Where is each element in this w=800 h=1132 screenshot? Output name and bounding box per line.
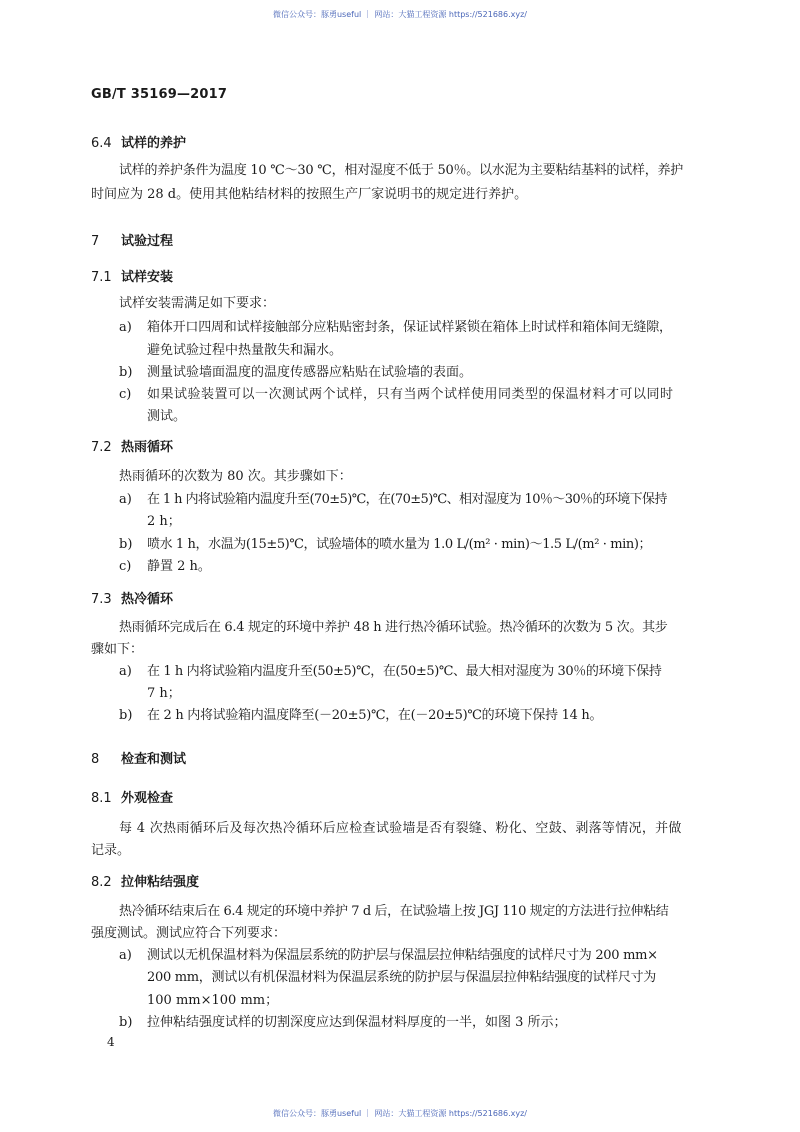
list-item-line: 2 h； [147,514,181,529]
list-label: b) [119,1015,133,1030]
watermark-bottom: 微信公众号：豚勇useful ｜ 网站：大猫工程资源 https://521686.xyz/ [272,1109,528,1118]
section-6-4-heading [91,132,186,151]
list-item-line: 7 h； [147,686,181,701]
list-label: b) [119,537,133,552]
list-label: c) [119,559,132,574]
list-label: b) [119,708,133,723]
section-8-2-heading [91,871,199,890]
section-7-heading [91,230,173,249]
list-item-line: 在 1 h 内将试验箱内温度升至(70±5)℃，在(70±5)℃、相对湿度为 10％～30％的环境下保持 [147,492,667,507]
list-item-line: 避免试验过程中热量散失和漏水。 [147,343,343,358]
section-title: 热雨循环 [121,440,174,455]
paragraph-line: 时间应为 28 d。使用其他粘结材料的按照生产厂家说明书的规定进行养护。 [91,187,528,202]
list-label: a) [119,320,132,335]
list-item-line: 如果试验装置可以一次测试两个试样，只有当两个试样使用同类型的保温材料才可以同时 [147,387,674,402]
list-item-line: 测试。 [147,409,187,424]
page-number: 4 [107,1035,115,1049]
section-title: 拉伸粘结强度 [121,875,200,890]
section-number: 7 [91,234,100,249]
watermark-top: 微信公众号：豚勇useful ｜ 网站：大猫工程资源 https://521686.xyz/ [272,10,528,19]
list-item-line: 100 mm×100 mm； [147,993,279,1008]
section-number: 8 [91,752,100,767]
section-7-2-heading [91,436,173,455]
paragraph-line: 试样的养护条件为温度 10 ℃～30 ℃，相对湿度不低于 50％。以水泥为主要粘结基料的试样，养护 [119,163,683,178]
list-item-line: 静置 2 h。 [147,559,211,574]
paragraph-line: 热雨循环的次数为 80 次。其步骤如下： [119,469,352,484]
list-label: b) [119,365,133,380]
section-number: 8.1 [91,791,112,806]
section-8-heading [91,748,186,767]
section-number: 7.2 [91,440,112,455]
list-item-line: 200 mm，测试以有机保温材料为保温层系统的防护层与保温层拉伸粘结强度的试样尺寸为 [147,970,657,985]
paragraph-line: 强度测试。测试应符合下列要求： [91,926,287,941]
section-title: 试样的养护 [121,136,187,151]
list-label: c) [119,387,132,402]
list-item-line: 拉伸粘结强度试样的切割深度应达到保温材料厚度的一半，如图 3 所示； [147,1015,567,1030]
list-item-line: 测量试验墙面温度的温度传感器应粘贴在试验墙的表面。 [147,365,473,380]
paragraph-line: 热雨循环完成后在 6.4 规定的环境中养护 48 h 进行热冷循环试验。热冷循环的次数为 5 次。其步 [119,620,668,635]
paragraph-line: 每 4 次热雨循环后及每次热冷循环后应检查试验墙是否有裂缝、粉化、空鼓、剥落等情况，并做 [119,821,682,836]
list-label: a) [119,948,132,963]
section-title: 试样安装 [121,270,174,285]
section-title: 外观检查 [121,791,174,806]
section-number: 8.2 [91,875,112,890]
list-item-line: 在 2 h 内将试验箱内温度降至(－20±5)℃，在(－20±5)℃的环境下保持 14 h。 [147,708,603,723]
list-item-line: 在 1 h 内将试验箱内温度升至(50±5)℃，在(50±5)℃、最大相对湿度为 30％的环境下保持 [147,664,662,679]
list-label: a) [119,492,132,507]
list-item-line: 喷水 1 h，水温为(15±5)℃，试验墙体的喷水量为 1.0 L/(m² · min)～1.5 L/(m² · min)； [147,537,652,552]
section-number: 7.3 [91,592,112,607]
paragraph-line: 试样安装需满足如下要求： [119,296,276,311]
list-label: a) [119,664,132,679]
section-7-3-heading [91,588,173,607]
paragraph-line: 骤如下： [91,642,144,657]
section-8-1-heading [91,787,173,806]
paragraph-line: 记录。 [91,843,131,858]
section-title: 热冷循环 [121,592,174,607]
paragraph-line: 热冷循环结束后在 6.4 规定的环境中养护 7 d 后，在试验墙上按 JGJ 110 规定的方法进行拉伸粘结 [119,904,669,919]
section-7-1-heading [91,266,173,285]
section-number: 6.4 [91,136,112,151]
standard-number: GB/T 35169—2017 [91,87,228,102]
list-item-line: 箱体开口四周和试样接触部分应粘贴密封条，保证试样紧锁在箱体上时试样和箱体间无缝隙， [147,320,672,335]
section-title: 检查和测试 [121,752,187,767]
list-item-line: 测试以无机保温材料为保温层系统的防护层与保温层拉伸粘结强度的试样尺寸为 200 mm× [147,948,658,963]
section-title: 试验过程 [121,234,174,249]
section-number: 7.1 [91,270,112,285]
